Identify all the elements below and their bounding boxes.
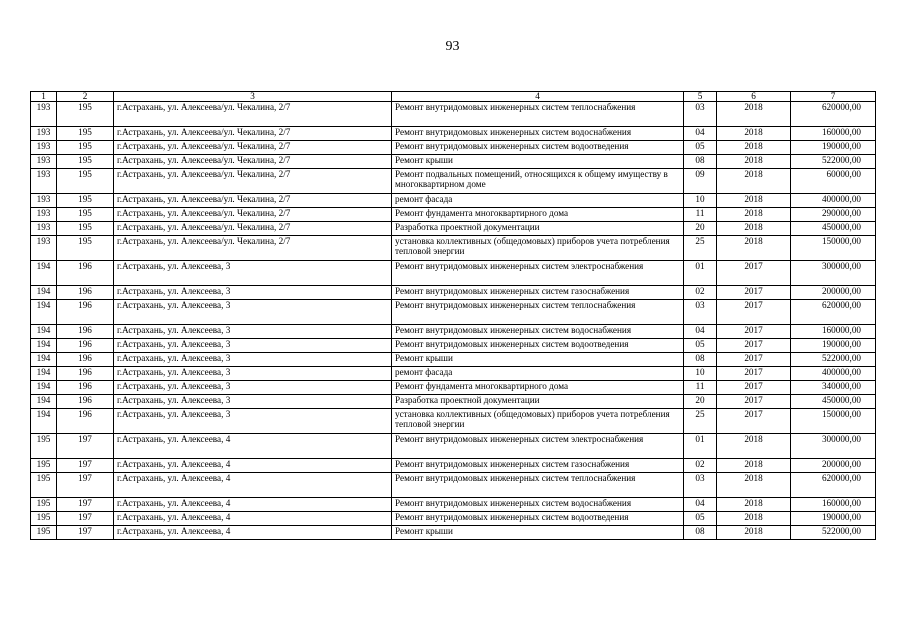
house-number-cell: 195 bbox=[57, 102, 114, 127]
table-row bbox=[31, 169, 876, 194]
work-code-cell: 11 bbox=[684, 208, 717, 222]
year-cell: 2017 bbox=[717, 339, 791, 353]
row-number-cell: 194 bbox=[31, 367, 57, 381]
year-cell: 2018 bbox=[717, 155, 791, 169]
cost-cell: 150000,00 bbox=[791, 236, 876, 261]
row-number-cell: 193 bbox=[31, 127, 57, 141]
column-header: 1 bbox=[31, 92, 57, 102]
table-row bbox=[31, 300, 876, 325]
row-number-cell: 194 bbox=[31, 353, 57, 367]
table-row bbox=[31, 261, 876, 286]
table-row bbox=[31, 473, 876, 498]
work-code-cell: 04 bbox=[684, 127, 717, 141]
year-cell: 2018 bbox=[717, 459, 791, 473]
work-type-cell: Разработка проектной документации bbox=[392, 395, 684, 409]
cost-cell: 340000,00 bbox=[791, 381, 876, 395]
table-row bbox=[31, 325, 876, 339]
house-number-cell: 197 bbox=[57, 434, 114, 459]
row-number-cell: 195 bbox=[31, 526, 57, 540]
row-number-cell: 195 bbox=[31, 498, 57, 512]
work-type-cell: установка коллективных (общедомовых) приборов учета потребления тепловой энергии bbox=[392, 236, 684, 261]
house-number-cell: 195 bbox=[57, 222, 114, 236]
house-number-cell: 196 bbox=[57, 409, 114, 434]
work-type-cell: установка коллективных (общедомовых) приборов учета потребления тепловой энергии bbox=[392, 409, 684, 434]
cost-cell: 620000,00 bbox=[791, 300, 876, 325]
address-cell: г.Астрахань, ул. Алексеева, 3 bbox=[114, 409, 392, 434]
column-header: 2 bbox=[57, 92, 114, 102]
column-header: 6 bbox=[717, 92, 791, 102]
table-row bbox=[31, 127, 876, 141]
house-number-cell: 195 bbox=[57, 127, 114, 141]
year-cell: 2018 bbox=[717, 498, 791, 512]
row-number-cell: 193 bbox=[31, 208, 57, 222]
row-number-cell: 194 bbox=[31, 286, 57, 300]
address-cell: г.Астрахань, ул. Алексеева, 3 bbox=[114, 286, 392, 300]
work-type-cell: ремонт фасада bbox=[392, 194, 684, 208]
work-code-cell: 05 bbox=[684, 141, 717, 155]
row-number-cell: 194 bbox=[31, 339, 57, 353]
house-number-cell: 196 bbox=[57, 339, 114, 353]
house-number-cell: 195 bbox=[57, 155, 114, 169]
year-cell: 2017 bbox=[717, 261, 791, 286]
row-number-cell: 195 bbox=[31, 512, 57, 526]
year-cell: 2018 bbox=[717, 208, 791, 222]
row-number-cell: 193 bbox=[31, 222, 57, 236]
address-cell: г.Астрахань, ул. Алексеева, 3 bbox=[114, 261, 392, 286]
table-row bbox=[31, 102, 876, 127]
cost-cell: 160000,00 bbox=[791, 325, 876, 339]
house-number-cell: 196 bbox=[57, 325, 114, 339]
work-type-cell: Ремонт фундамента многоквартирного дома bbox=[392, 381, 684, 395]
cost-cell: 620000,00 bbox=[791, 102, 876, 127]
house-number-cell: 195 bbox=[57, 141, 114, 155]
address-cell: г.Астрахань, ул. Алексеева, 3 bbox=[114, 300, 392, 325]
table-row bbox=[31, 353, 876, 367]
address-cell: г.Астрахань, ул. Алексеева/ул. Чекалина, 2/7 bbox=[114, 155, 392, 169]
cost-cell: 620000,00 bbox=[791, 473, 876, 498]
table-row bbox=[31, 498, 876, 512]
row-number-cell: 193 bbox=[31, 141, 57, 155]
cost-cell: 160000,00 bbox=[791, 498, 876, 512]
address-cell: г.Астрахань, ул. Алексеева/ул. Чекалина, 2/7 bbox=[114, 102, 392, 127]
work-type-cell: Ремонт внутридомовых инженерных систем водоснабжения bbox=[392, 325, 684, 339]
year-cell: 2017 bbox=[717, 381, 791, 395]
year-cell: 2018 bbox=[717, 222, 791, 236]
work-code-cell: 04 bbox=[684, 498, 717, 512]
house-number-cell: 196 bbox=[57, 395, 114, 409]
cost-cell: 450000,00 bbox=[791, 222, 876, 236]
work-code-cell: 01 bbox=[684, 434, 717, 459]
year-cell: 2018 bbox=[717, 102, 791, 127]
table-row bbox=[31, 381, 876, 395]
house-number-cell: 197 bbox=[57, 498, 114, 512]
cost-cell: 290000,00 bbox=[791, 208, 876, 222]
column-header: 7 bbox=[791, 92, 876, 102]
work-type-cell: Ремонт внутридомовых инженерных систем электроснабжения bbox=[392, 261, 684, 286]
year-cell: 2017 bbox=[717, 353, 791, 367]
column-header: 5 bbox=[684, 92, 717, 102]
address-cell: г.Астрахань, ул. Алексеева/ул. Чекалина, 2/7 bbox=[114, 169, 392, 194]
year-cell: 2017 bbox=[717, 367, 791, 381]
year-cell: 2018 bbox=[717, 169, 791, 194]
work-type-cell: Ремонт внутридомовых инженерных систем водоснабжения bbox=[392, 498, 684, 512]
cost-cell: 522000,00 bbox=[791, 353, 876, 367]
house-number-cell: 197 bbox=[57, 526, 114, 540]
work-code-cell: 05 bbox=[684, 339, 717, 353]
work-type-cell: Ремонт внутридомовых инженерных систем газоснабжения bbox=[392, 459, 684, 473]
cost-cell: 60000,00 bbox=[791, 169, 876, 194]
table-row bbox=[31, 526, 876, 540]
column-header: 4 bbox=[392, 92, 684, 102]
table-row bbox=[31, 459, 876, 473]
cost-cell: 450000,00 bbox=[791, 395, 876, 409]
cost-cell: 190000,00 bbox=[791, 141, 876, 155]
column-header: 3 bbox=[114, 92, 392, 102]
address-cell: г.Астрахань, ул. Алексеева, 3 bbox=[114, 339, 392, 353]
address-cell: г.Астрахань, ул. Алексеева/ул. Чекалина, 2/7 bbox=[114, 141, 392, 155]
address-cell: г.Астрахань, ул. Алексеева, 4 bbox=[114, 459, 392, 473]
table-row bbox=[31, 222, 876, 236]
year-cell: 2018 bbox=[717, 236, 791, 261]
work-type-cell: Ремонт внутридомовых инженерных систем водоотведения bbox=[392, 339, 684, 353]
work-type-cell: ремонт фасада bbox=[392, 367, 684, 381]
address-cell: г.Астрахань, ул. Алексеева, 3 bbox=[114, 353, 392, 367]
capital-repair-table bbox=[30, 91, 876, 540]
table-row bbox=[31, 208, 876, 222]
work-type-cell: Ремонт фундамента многоквартирного дома bbox=[392, 208, 684, 222]
work-type-cell: Ремонт внутридомовых инженерных систем водоснабжения bbox=[392, 127, 684, 141]
work-type-cell: Ремонт внутридомовых инженерных систем водоотведения bbox=[392, 512, 684, 526]
house-number-cell: 197 bbox=[57, 473, 114, 498]
work-type-cell: Разработка проектной документации bbox=[392, 222, 684, 236]
work-code-cell: 20 bbox=[684, 222, 717, 236]
row-number-cell: 194 bbox=[31, 381, 57, 395]
table-row bbox=[31, 286, 876, 300]
address-cell: г.Астрахань, ул. Алексеева, 4 bbox=[114, 512, 392, 526]
house-number-cell: 197 bbox=[57, 512, 114, 526]
table-row bbox=[31, 395, 876, 409]
row-number-cell: 194 bbox=[31, 325, 57, 339]
work-code-cell: 20 bbox=[684, 395, 717, 409]
cost-cell: 400000,00 bbox=[791, 194, 876, 208]
house-number-cell: 197 bbox=[57, 459, 114, 473]
row-number-cell: 194 bbox=[31, 300, 57, 325]
address-cell: г.Астрахань, ул. Алексеева, 3 bbox=[114, 367, 392, 381]
year-cell: 2018 bbox=[717, 141, 791, 155]
work-code-cell: 08 bbox=[684, 155, 717, 169]
row-number-cell: 194 bbox=[31, 261, 57, 286]
row-number-cell: 195 bbox=[31, 473, 57, 498]
house-number-cell: 196 bbox=[57, 367, 114, 381]
table-row bbox=[31, 512, 876, 526]
work-type-cell: Ремонт крыши bbox=[392, 155, 684, 169]
work-code-cell: 03 bbox=[684, 473, 717, 498]
cost-cell: 400000,00 bbox=[791, 367, 876, 381]
cost-cell: 190000,00 bbox=[791, 512, 876, 526]
cost-cell: 522000,00 bbox=[791, 526, 876, 540]
work-code-cell: 04 bbox=[684, 325, 717, 339]
row-number-cell: 195 bbox=[31, 459, 57, 473]
year-cell: 2018 bbox=[717, 194, 791, 208]
cost-cell: 200000,00 bbox=[791, 459, 876, 473]
work-code-cell: 01 bbox=[684, 261, 717, 286]
cost-cell: 190000,00 bbox=[791, 339, 876, 353]
work-code-cell: 02 bbox=[684, 459, 717, 473]
work-code-cell: 25 bbox=[684, 409, 717, 434]
work-code-cell: 09 bbox=[684, 169, 717, 194]
house-number-cell: 196 bbox=[57, 353, 114, 367]
work-type-cell: Ремонт внутридомовых инженерных систем теплоснабжения bbox=[392, 473, 684, 498]
address-cell: г.Астрахань, ул. Алексеева/ул. Чекалина, 2/7 bbox=[114, 194, 392, 208]
house-number-cell: 196 bbox=[57, 261, 114, 286]
address-cell: г.Астрахань, ул. Алексеева/ул. Чекалина, 2/7 bbox=[114, 208, 392, 222]
table-row bbox=[31, 141, 876, 155]
row-number-cell: 193 bbox=[31, 169, 57, 194]
year-cell: 2017 bbox=[717, 395, 791, 409]
row-number-cell: 194 bbox=[31, 409, 57, 434]
address-cell: г.Астрахань, ул. Алексеева, 4 bbox=[114, 473, 392, 498]
address-cell: г.Астрахань, ул. Алексеева, 4 bbox=[114, 434, 392, 459]
address-cell: г.Астрахань, ул. Алексеева, 4 bbox=[114, 498, 392, 512]
house-number-cell: 196 bbox=[57, 381, 114, 395]
work-type-cell: Ремонт внутридомовых инженерных систем водоотведения bbox=[392, 141, 684, 155]
year-cell: 2018 bbox=[717, 127, 791, 141]
table-header-row bbox=[31, 92, 876, 102]
address-cell: г.Астрахань, ул. Алексеева, 3 bbox=[114, 395, 392, 409]
work-code-cell: 05 bbox=[684, 512, 717, 526]
year-cell: 2018 bbox=[717, 434, 791, 459]
address-cell: г.Астрахань, ул. Алексеева, 3 bbox=[114, 381, 392, 395]
year-cell: 2017 bbox=[717, 325, 791, 339]
address-cell: г.Астрахань, ул. Алексеева, 4 bbox=[114, 526, 392, 540]
work-code-cell: 02 bbox=[684, 286, 717, 300]
work-type-cell: Ремонт внутридомовых инженерных систем электроснабжения bbox=[392, 434, 684, 459]
work-type-cell: Ремонт внутридомовых инженерных систем газоснабжения bbox=[392, 286, 684, 300]
work-type-cell: Ремонт крыши bbox=[392, 353, 684, 367]
year-cell: 2018 bbox=[717, 473, 791, 498]
cost-cell: 300000,00 bbox=[791, 434, 876, 459]
address-cell: г.Астрахань, ул. Алексеева/ул. Чекалина, 2/7 bbox=[114, 222, 392, 236]
house-number-cell: 195 bbox=[57, 236, 114, 261]
year-cell: 2017 bbox=[717, 286, 791, 300]
cost-cell: 150000,00 bbox=[791, 409, 876, 434]
work-type-cell: Ремонт внутридомовых инженерных систем теплоснабжения bbox=[392, 102, 684, 127]
year-cell: 2017 bbox=[717, 300, 791, 325]
page-number: 93 bbox=[445, 39, 460, 54]
house-number-cell: 195 bbox=[57, 208, 114, 222]
year-cell: 2018 bbox=[717, 526, 791, 540]
table-row bbox=[31, 155, 876, 169]
house-number-cell: 195 bbox=[57, 169, 114, 194]
table-row bbox=[31, 236, 876, 261]
work-code-cell: 10 bbox=[684, 194, 717, 208]
table-row bbox=[31, 194, 876, 208]
house-number-cell: 195 bbox=[57, 194, 114, 208]
table-row bbox=[31, 434, 876, 459]
work-code-cell: 25 bbox=[684, 236, 717, 261]
year-cell: 2017 bbox=[717, 409, 791, 434]
row-number-cell: 193 bbox=[31, 102, 57, 127]
work-type-cell: Ремонт крыши bbox=[392, 526, 684, 540]
year-cell: 2018 bbox=[717, 512, 791, 526]
house-number-cell: 196 bbox=[57, 300, 114, 325]
table-body bbox=[31, 92, 876, 540]
address-cell: г.Астрахань, ул. Алексеева/ул. Чекалина, 2/7 bbox=[114, 127, 392, 141]
address-cell: г.Астрахань, ул. Алексеева/ул. Чекалина, 2/7 bbox=[114, 236, 392, 261]
cost-cell: 300000,00 bbox=[791, 261, 876, 286]
row-number-cell: 193 bbox=[31, 155, 57, 169]
work-code-cell: 08 bbox=[684, 526, 717, 540]
cost-cell: 522000,00 bbox=[791, 155, 876, 169]
row-number-cell: 194 bbox=[31, 395, 57, 409]
row-number-cell: 193 bbox=[31, 236, 57, 261]
cost-cell: 160000,00 bbox=[791, 127, 876, 141]
row-number-cell: 195 bbox=[31, 434, 57, 459]
row-number-cell: 193 bbox=[31, 194, 57, 208]
house-number-cell: 196 bbox=[57, 286, 114, 300]
work-code-cell: 10 bbox=[684, 367, 717, 381]
cost-cell: 200000,00 bbox=[791, 286, 876, 300]
table-row bbox=[31, 409, 876, 434]
table-row bbox=[31, 367, 876, 381]
work-type-cell: Ремонт подвальных помещений, относящихся к общему имуществу в многоквартирном доме bbox=[392, 169, 684, 194]
work-code-cell: 03 bbox=[684, 102, 717, 127]
address-cell: г.Астрахань, ул. Алексеева, 3 bbox=[114, 325, 392, 339]
work-code-cell: 03 bbox=[684, 300, 717, 325]
work-code-cell: 11 bbox=[684, 381, 717, 395]
work-type-cell: Ремонт внутридомовых инженерных систем теплоснабжения bbox=[392, 300, 684, 325]
work-code-cell: 08 bbox=[684, 353, 717, 367]
table-row bbox=[31, 339, 876, 353]
